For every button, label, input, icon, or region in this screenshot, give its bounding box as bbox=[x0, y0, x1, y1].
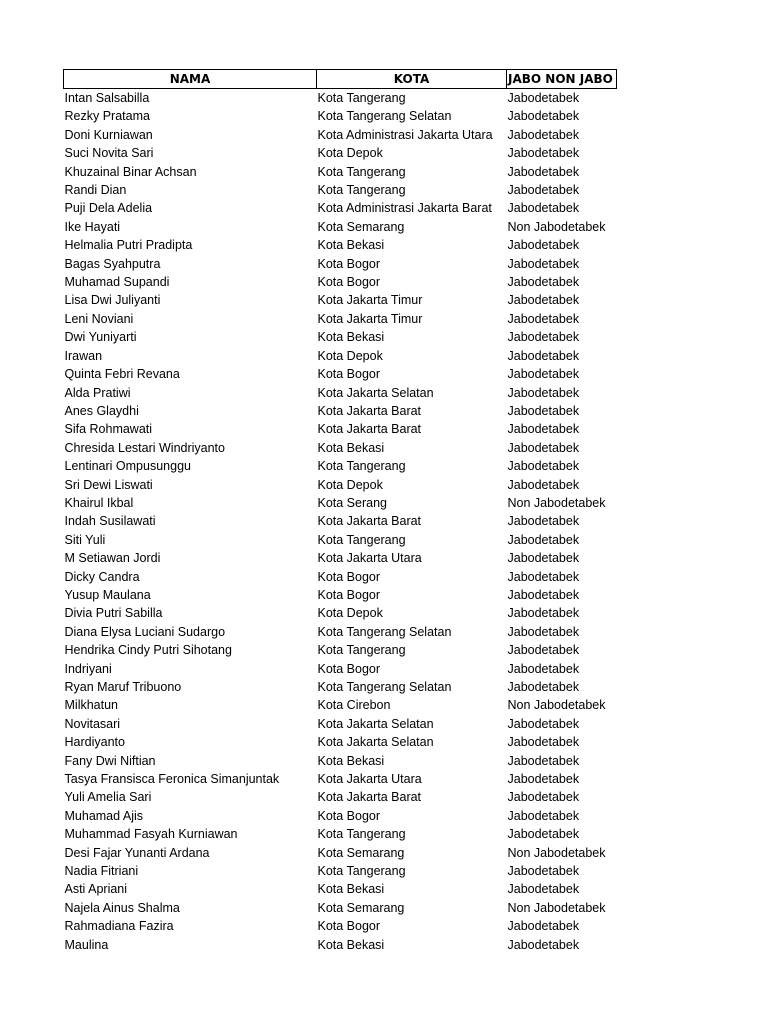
cell-nama[interactable]: Helmalia Putri Pradipta bbox=[64, 238, 193, 253]
cell-kota[interactable]: Kota Depok bbox=[317, 348, 383, 363]
cell-kota[interactable]: Kota Bogor bbox=[317, 256, 381, 271]
cell-jabo[interactable]: Jabodetabek bbox=[507, 367, 580, 382]
cell-kota[interactable]: Kota Tangerang bbox=[317, 864, 406, 879]
cell-nama[interactable]: Lentinari Ompusunggu bbox=[64, 459, 191, 474]
cell-kota[interactable]: Kota Tangerang bbox=[317, 827, 406, 842]
table-row bbox=[64, 862, 617, 880]
cell-nama[interactable]: M Setiawan Jordi bbox=[64, 551, 161, 566]
table-row bbox=[64, 733, 617, 751]
cell-kota[interactable]: Kota Tangerang bbox=[317, 532, 406, 547]
cell-jabo[interactable]: Jabodetabek bbox=[507, 293, 580, 308]
cell-kota[interactable]: Kota Bekasi bbox=[317, 753, 385, 768]
cell-nama[interactable]: Doni Kurniawan bbox=[64, 127, 153, 142]
cell-kota[interactable]: Kota Jakarta Barat bbox=[317, 422, 422, 437]
cell-jabo[interactable]: Jabodetabek bbox=[507, 440, 580, 455]
cell-nama[interactable]: Rahmadiana Fazira bbox=[64, 919, 174, 934]
cell-jabo[interactable]: Jabodetabek bbox=[507, 385, 580, 400]
cell-nama[interactable]: Najela Ainus Shalma bbox=[64, 900, 180, 915]
cell-jabo[interactable]: Jabodetabek bbox=[507, 477, 580, 492]
cell-kota[interactable]: Kota Tangerang Selatan bbox=[317, 109, 452, 124]
cell-kota[interactable]: Kota Bekasi bbox=[317, 238, 385, 253]
table-row bbox=[64, 494, 617, 512]
table-row bbox=[64, 199, 617, 217]
cell-jabo[interactable]: Jabodetabek bbox=[507, 256, 580, 271]
cell-jabo[interactable]: Jabodetabek bbox=[507, 624, 580, 639]
cell-jabo[interactable]: Jabodetabek bbox=[507, 808, 580, 823]
cell-jabo[interactable]: Non Jabodetabek bbox=[507, 698, 606, 713]
cell-jabo[interactable]: Jabodetabek bbox=[507, 348, 580, 363]
table-row bbox=[64, 788, 617, 806]
cell-kota[interactable]: Kota Tangerang bbox=[317, 459, 406, 474]
cell-nama[interactable]: Novitasari bbox=[64, 716, 121, 731]
cell-nama[interactable]: Muhamad Ajis bbox=[64, 808, 144, 823]
cell-nama[interactable]: Khairul Ikbal bbox=[64, 495, 134, 510]
cell-jabo[interactable]: Jabodetabek bbox=[507, 790, 580, 805]
cell-jabo[interactable]: Jabodetabek bbox=[507, 146, 580, 161]
cell-nama[interactable]: Irawan bbox=[64, 348, 103, 363]
cell-nama[interactable]: Intan Salsabilla bbox=[64, 91, 150, 105]
cell-nama[interactable]: Ike Hayati bbox=[64, 219, 121, 234]
table-row bbox=[64, 641, 617, 659]
cell-nama[interactable]: Bagas Syahputra bbox=[64, 256, 161, 271]
spreadsheet-sheet bbox=[63, 69, 617, 954]
cell-kota[interactable]: Kota Jakarta Barat bbox=[317, 790, 422, 805]
cell-kota[interactable]: Kota Jakarta Utara bbox=[317, 772, 422, 787]
cell-kota[interactable]: Kota Tangerang bbox=[317, 164, 406, 179]
cell-kota[interactable]: Kota Bogor bbox=[317, 808, 381, 823]
table-row bbox=[64, 512, 617, 530]
table-row bbox=[64, 715, 617, 733]
cell-kota[interactable]: Kota Administrasi Jakarta Barat bbox=[317, 201, 492, 216]
cell-jabo[interactable]: Jabodetabek bbox=[507, 661, 580, 676]
cell-nama[interactable]: Tasya Fransisca Feronica Simanjuntak bbox=[64, 772, 280, 787]
cell-nama[interactable]: Lisa Dwi Juliyanti bbox=[64, 293, 161, 308]
cell-nama[interactable]: Indriyani bbox=[64, 661, 112, 676]
table-row bbox=[64, 531, 617, 549]
cell-kota[interactable]: Kota Jakarta Barat bbox=[317, 403, 422, 418]
cell-nama[interactable]: Divia Putri Sabilla bbox=[64, 606, 163, 621]
cell-nama[interactable]: Indah Susilawati bbox=[64, 514, 156, 529]
cell-jabo[interactable]: Jabodetabek bbox=[507, 882, 580, 897]
cell-nama[interactable]: Hendrika Cindy Putri Sihotang bbox=[64, 643, 232, 658]
cell-nama[interactable]: Maulina bbox=[64, 937, 109, 952]
cell-nama[interactable]: Milkhatun bbox=[64, 698, 118, 713]
cell-kota[interactable]: Kota Bogor bbox=[317, 587, 381, 602]
cell-jabo[interactable]: Jabodetabek bbox=[507, 551, 580, 566]
cell-jabo[interactable]: Non Jabodetabek bbox=[507, 219, 606, 234]
table-row bbox=[64, 126, 617, 144]
cell-kota[interactable]: Kota Depok bbox=[317, 477, 383, 492]
cell-nama[interactable]: Yuli Amelia Sari bbox=[64, 790, 152, 805]
cell-jabo[interactable]: Jabodetabek bbox=[507, 91, 580, 105]
table-row bbox=[64, 291, 617, 309]
cell-jabo[interactable]: Jabodetabek bbox=[507, 716, 580, 731]
cell-nama[interactable]: Dwi Yuniyarti bbox=[64, 330, 137, 345]
cell-jabo[interactable]: Jabodetabek bbox=[507, 164, 580, 179]
table-row bbox=[64, 696, 617, 714]
cell-nama[interactable]: Rezky Pratama bbox=[64, 109, 150, 124]
cell-nama[interactable]: Dicky Candra bbox=[64, 569, 140, 584]
header-jabo-non-jabo[interactable]: JABO NON JABO bbox=[507, 70, 617, 89]
cell-kota[interactable]: Kota Bekasi bbox=[317, 937, 385, 952]
cell-nama[interactable]: Siti Yuli bbox=[64, 532, 106, 547]
table-row bbox=[64, 549, 617, 567]
table-row bbox=[64, 880, 617, 898]
table-row bbox=[64, 89, 617, 108]
cell-nama[interactable]: Yusup Maulana bbox=[64, 587, 151, 602]
cell-kota[interactable]: Kota Cirebon bbox=[317, 698, 391, 713]
table-row bbox=[64, 936, 617, 954]
cell-kota[interactable]: Kota Tangerang bbox=[317, 643, 406, 658]
cell-jabo[interactable]: Jabodetabek bbox=[507, 422, 580, 437]
cell-nama[interactable]: Muhammad Fasyah Kurniawan bbox=[64, 827, 238, 842]
table-row bbox=[64, 807, 617, 825]
cell-kota[interactable]: Kota Tangerang Selatan bbox=[317, 680, 452, 694]
cell-kota[interactable]: Kota Semarang bbox=[317, 219, 405, 234]
table-row bbox=[64, 328, 617, 346]
cell-kota[interactable]: Kota Jakarta Utara bbox=[317, 551, 422, 566]
cell-nama[interactable]: Diana Elysa Luciani Sudargo bbox=[64, 624, 226, 639]
cell-kota[interactable]: Kota Bekasi bbox=[317, 440, 385, 455]
table-row bbox=[64, 347, 617, 365]
cell-jabo[interactable]: Jabodetabek bbox=[507, 753, 580, 768]
table-row bbox=[64, 568, 617, 586]
cell-jabo[interactable]: Non Jabodetabek bbox=[507, 845, 606, 860]
table-row bbox=[64, 163, 617, 181]
cell-kota[interactable]: Kota Bogor bbox=[317, 275, 381, 290]
cell-nama[interactable]: Khuzainal Binar Achsan bbox=[64, 164, 197, 179]
table-row bbox=[64, 678, 617, 696]
table-row bbox=[64, 310, 617, 328]
table-row bbox=[64, 660, 617, 678]
cell-jabo[interactable]: Jabodetabek bbox=[507, 311, 580, 326]
table-row bbox=[64, 623, 617, 641]
cell-jabo[interactable]: Jabodetabek bbox=[507, 937, 580, 952]
cell-nama[interactable]: Hardiyanto bbox=[64, 735, 125, 750]
cell-jabo[interactable]: Jabodetabek bbox=[507, 532, 580, 547]
cell-kota[interactable]: Kota Serang bbox=[317, 495, 387, 510]
cell-kota[interactable]: Kota Administrasi Jakarta Utara bbox=[317, 127, 493, 142]
cell-jabo[interactable]: Jabodetabek bbox=[507, 514, 580, 529]
table-row bbox=[64, 825, 617, 843]
cell-jabo[interactable]: Jabodetabek bbox=[507, 827, 580, 842]
table-row bbox=[64, 457, 617, 475]
table-row bbox=[64, 218, 617, 236]
header-nama[interactable]: NAMA bbox=[64, 70, 317, 89]
cell-jabo[interactable]: Jabodetabek bbox=[507, 109, 580, 124]
cell-nama[interactable]: Anes Glaydhi bbox=[64, 403, 139, 418]
cell-kota[interactable]: Kota Bogor bbox=[317, 919, 381, 934]
table-body bbox=[64, 89, 617, 955]
header-row bbox=[64, 70, 617, 89]
cell-jabo[interactable]: Jabodetabek bbox=[507, 330, 580, 345]
cell-jabo[interactable]: Jabodetabek bbox=[507, 919, 580, 934]
table-row bbox=[64, 402, 617, 420]
cell-kota[interactable]: Kota Bogor bbox=[317, 661, 381, 676]
table-row bbox=[64, 420, 617, 438]
cell-kota[interactable]: Kota Bogor bbox=[317, 367, 381, 382]
cell-nama[interactable]: Randi Dian bbox=[64, 183, 127, 198]
table-row bbox=[64, 770, 617, 788]
cell-jabo[interactable]: Jabodetabek bbox=[507, 403, 580, 418]
table-row bbox=[64, 604, 617, 622]
cell-jabo[interactable]: Non Jabodetabek bbox=[507, 900, 606, 915]
cell-jabo[interactable]: Jabodetabek bbox=[507, 606, 580, 621]
cell-kota[interactable]: Kota Tangerang bbox=[317, 91, 406, 105]
cell-jabo[interactable]: Jabodetabek bbox=[507, 680, 580, 694]
cell-kota[interactable]: Kota Semarang bbox=[317, 845, 405, 860]
table-row bbox=[64, 917, 617, 935]
cell-kota[interactable]: Kota Jakarta Selatan bbox=[317, 716, 434, 731]
cell-kota[interactable]: Kota Bekasi bbox=[317, 882, 385, 897]
cell-kota[interactable]: Kota Jakarta Selatan bbox=[317, 385, 434, 400]
cell-kota[interactable]: Kota Jakarta Timur bbox=[317, 293, 423, 308]
cell-kota[interactable]: Kota Bekasi bbox=[317, 330, 385, 345]
table-row bbox=[64, 899, 617, 917]
table-row bbox=[64, 476, 617, 494]
table-row bbox=[64, 255, 617, 273]
cell-jabo[interactable]: Jabodetabek bbox=[507, 643, 580, 658]
cell-kota[interactable]: Kota Bogor bbox=[317, 569, 381, 584]
table-row bbox=[64, 144, 617, 162]
cell-kota[interactable]: Kota Jakarta Timur bbox=[317, 311, 423, 326]
table-row bbox=[64, 181, 617, 199]
cell-nama[interactable]: Nadia Fitriani bbox=[64, 864, 139, 879]
cell-jabo[interactable]: Jabodetabek bbox=[507, 183, 580, 198]
cell-kota[interactable]: Kota Depok bbox=[317, 146, 383, 161]
table-row bbox=[64, 384, 617, 402]
cell-nama[interactable]: Desi Fajar Yunanti Ardana bbox=[64, 845, 210, 860]
data-table bbox=[63, 69, 617, 954]
cell-jabo[interactable]: Jabodetabek bbox=[507, 864, 580, 879]
cell-nama[interactable]: Fany Dwi Niftian bbox=[64, 753, 156, 768]
cell-nama[interactable]: Chresida Lestari Windriyanto bbox=[64, 440, 225, 455]
table-row bbox=[64, 273, 617, 291]
table-row bbox=[64, 107, 617, 125]
cell-nama[interactable]: Sifa Rohmawati bbox=[64, 422, 153, 437]
cell-nama[interactable]: Quinta Febri Revana bbox=[64, 367, 180, 382]
table-row bbox=[64, 844, 617, 862]
cell-kota[interactable]: Kota Jakarta Selatan bbox=[317, 735, 434, 750]
table-row bbox=[64, 439, 617, 457]
cell-jabo[interactable]: Jabodetabek bbox=[507, 459, 580, 474]
table-row bbox=[64, 236, 617, 254]
cell-kota[interactable]: Kota Semarang bbox=[317, 900, 405, 915]
cell-kota[interactable]: Kota Jakarta Barat bbox=[317, 514, 422, 529]
table-row bbox=[64, 586, 617, 604]
cell-kota[interactable]: Kota Tangerang bbox=[317, 183, 406, 198]
cell-jabo[interactable]: Jabodetabek bbox=[507, 772, 580, 787]
table-row bbox=[64, 365, 617, 383]
header-kota[interactable]: KOTA bbox=[317, 70, 507, 89]
cell-nama[interactable]: Ryan Maruf Tribuono bbox=[64, 680, 182, 694]
cell-jabo[interactable]: Non Jabodetabek bbox=[507, 495, 606, 510]
cell-kota[interactable]: Kota Depok bbox=[317, 606, 383, 621]
cell-nama[interactable]: Puji Dela Adelia bbox=[64, 201, 153, 216]
cell-nama[interactable]: Alda Pratiwi bbox=[64, 385, 131, 400]
cell-nama[interactable]: Leni Noviani bbox=[64, 311, 134, 326]
cell-nama[interactable]: Asti Apriani bbox=[64, 882, 128, 897]
cell-kota[interactable]: Kota Tangerang Selatan bbox=[317, 624, 452, 639]
cell-nama[interactable]: Suci Novita Sari bbox=[64, 146, 154, 161]
cell-nama[interactable]: Muhamad Supandi bbox=[64, 275, 170, 290]
cell-jabo[interactable]: Jabodetabek bbox=[507, 275, 580, 290]
cell-jabo[interactable]: Jabodetabek bbox=[507, 569, 580, 584]
cell-jabo[interactable]: Jabodetabek bbox=[507, 587, 580, 602]
cell-jabo[interactable]: Jabodetabek bbox=[507, 735, 580, 750]
cell-nama[interactable]: Sri Dewi Liswati bbox=[64, 477, 153, 492]
cell-jabo[interactable]: Jabodetabek bbox=[507, 201, 580, 216]
cell-jabo[interactable]: Jabodetabek bbox=[507, 238, 580, 253]
cell-jabo[interactable]: Jabodetabek bbox=[507, 127, 580, 142]
table-row bbox=[64, 752, 617, 770]
